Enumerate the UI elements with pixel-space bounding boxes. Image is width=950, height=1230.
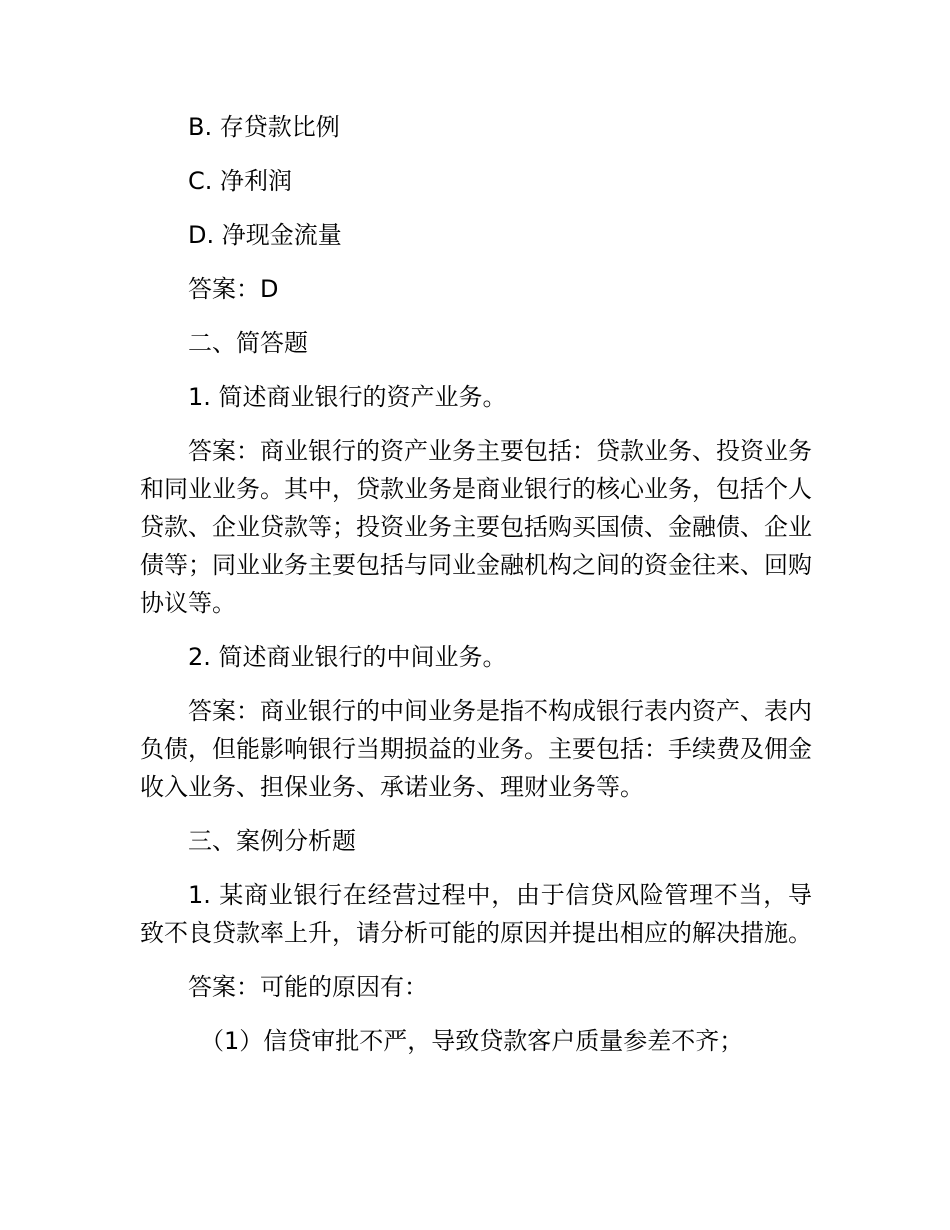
question-case-credit-risk: 1. 某商业银行在经营过程中，由于信贷风险管理不当，导致不良贷款率上升，请分析可能的原因并提出相应的解决措施。 [140, 881, 812, 947]
section-heading-short-answer: 二、简答题 [188, 329, 308, 357]
option-d: D. 净现金流量 [188, 221, 342, 249]
option-c: C. 净利润 [188, 167, 293, 195]
answer-case-item-1: （1）信贷审批不严，导致贷款客户质量参差不齐； [200, 1027, 744, 1055]
document-body [140, 108, 812, 1076]
question-intermediary-business: 2. 简述商业银行的中间业务。 [188, 643, 507, 671]
question-asset-business: 1. 简述商业银行的资产业务。 [188, 383, 507, 411]
answer-line: 答案：D [188, 275, 279, 303]
answer-case-intro: 答案：可能的原因有： [188, 973, 428, 1001]
answer-intermediary-business: 答案：商业银行的中间业务是指不构成银行表内资产、表内负债，但能影响银行当期损益的业务。主要包括：手续费及佣金收入业务、担保业务、承诺业务、理财业务等。 [140, 697, 812, 801]
option-b: B. 存贷款比例 [188, 113, 340, 141]
section-heading-case-analysis: 三、案例分析题 [188, 827, 356, 855]
answer-asset-business: 答案：商业银行的资产业务主要包括：贷款业务、投资业务和同业业务。其中，贷款业务是商业银行的核心业务，包括个人贷款、企业贷款等；投资业务主要包括购买国债、金融债、企业债等；同业业务主要包括与同业金融机构之间的资金往来、回购协议等。 [140, 437, 812, 617]
